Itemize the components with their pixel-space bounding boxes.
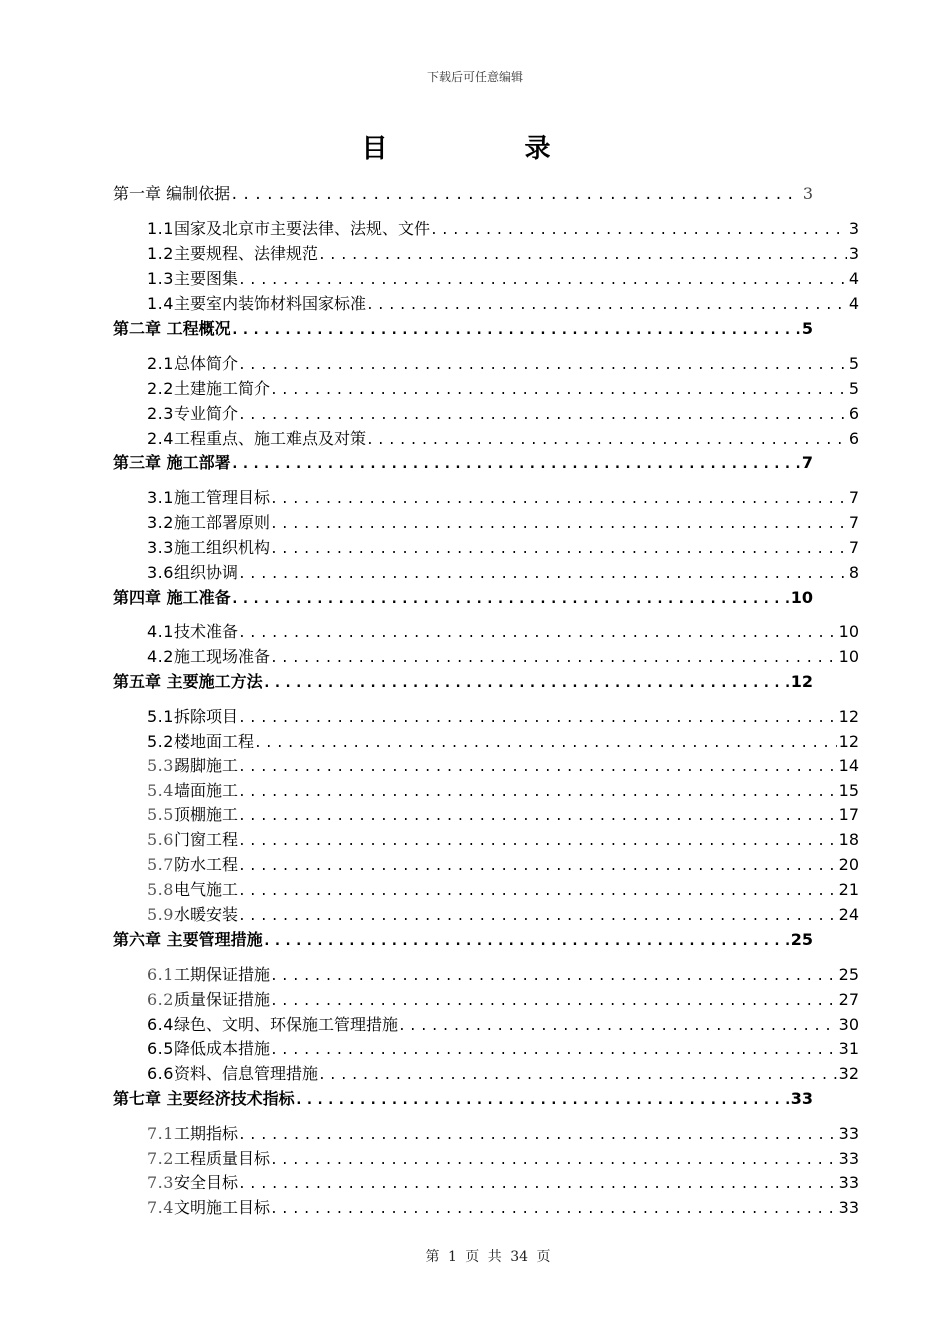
section-number: 1.1 [147, 219, 174, 238]
dot-leader [318, 245, 847, 265]
dot-leader [366, 430, 847, 450]
toc-page-number: 5 [801, 319, 813, 338]
toc-section-entry[interactable] [147, 378, 859, 400]
toc-section-entry[interactable] [147, 755, 859, 777]
toc-page-number: 7 [801, 453, 813, 472]
toc-page-number: 27 [838, 990, 859, 1009]
toc-entry-label [147, 829, 238, 851]
toc-chapter-entry[interactable] [113, 183, 813, 205]
section-title: 降低成本措施 [173, 1039, 270, 1058]
section-number: 2.4 [147, 429, 174, 448]
toc-section-entry[interactable] [147, 829, 859, 851]
section-number: 3.6 [147, 563, 174, 582]
toc-entry-label [147, 1123, 238, 1145]
section-title: 安全目标 [173, 1173, 238, 1192]
section-number: 2.1 [147, 354, 174, 373]
section-number: 6.5 [147, 1039, 174, 1058]
section-title: 施工现场准备 [173, 647, 270, 666]
section-title: 主要规程、法律规范 [173, 244, 318, 263]
section-title: 技术准备 [173, 622, 238, 641]
dot-leader [254, 733, 837, 753]
toc-entry-label [147, 512, 270, 534]
section-title: 门窗工程 [173, 830, 238, 849]
toc-page-number: 3 [848, 244, 859, 263]
toc-section-entry[interactable] [147, 512, 859, 534]
section-number: 6.4 [147, 1015, 174, 1034]
section-number: 5.7 [147, 855, 174, 874]
toc-section-entry[interactable] [147, 646, 859, 668]
section-title: 施工组织机构 [173, 538, 270, 557]
section-number: 3.2 [147, 513, 174, 532]
dot-leader [318, 1065, 837, 1085]
dot-leader [238, 806, 837, 826]
toc-entry-label [147, 562, 238, 584]
section-title: 总体简介 [173, 354, 238, 373]
toc-entry-label: 第二章 工程概况 [113, 319, 231, 338]
toc-entry-label [147, 879, 238, 901]
toc-page-number: 32 [838, 1064, 859, 1083]
toc-page-number: 10 [790, 588, 813, 607]
section-number: 1.4 [147, 294, 174, 313]
toc-page-number: 4 [848, 269, 859, 288]
toc-section-entry[interactable] [147, 1172, 859, 1194]
dot-leader [270, 648, 837, 668]
section-number: 5.4 [147, 781, 174, 800]
toc-section-entry[interactable] [147, 1063, 859, 1085]
toc-entry-label [147, 353, 238, 375]
section-title: 墙面施工 [173, 781, 238, 800]
toc-page-number: 7 [848, 513, 859, 532]
section-title: 主要室内装饰材料国家标准 [173, 294, 366, 313]
toc-entry-label [147, 378, 270, 400]
toc-entry-label: 第六章 主要管理措施 [113, 930, 263, 949]
toc-chapter-entry[interactable] [113, 318, 813, 340]
section-title: 踢脚施工 [173, 756, 238, 775]
dot-leader [238, 270, 847, 290]
dot-leader [270, 489, 847, 509]
dot-leader [230, 184, 801, 205]
toc-page-number: 18 [838, 830, 859, 849]
toc-entry-label [147, 731, 254, 753]
dot-leader [231, 453, 800, 474]
section-number: 7.4 [147, 1198, 174, 1217]
toc-page-number: 12 [790, 672, 813, 691]
section-title: 土建施工简介 [173, 379, 270, 398]
toc-entry-label [147, 243, 318, 265]
toc-page-number: 17 [838, 805, 859, 824]
section-number: 2.2 [147, 379, 174, 398]
section-number: 7.1 [147, 1124, 174, 1143]
toc-entry-label [147, 755, 238, 777]
section-number: 4.1 [147, 622, 174, 641]
toc-page-number: 5 [848, 354, 859, 373]
section-number: 5.5 [147, 805, 174, 824]
section-number: 4.2 [147, 647, 174, 666]
toc-page-number: 33 [838, 1124, 859, 1143]
header-note: 下载后可任意编辑 [426, 70, 523, 84]
toc-page-number: 4 [848, 294, 859, 313]
toc-entry-label [147, 780, 238, 802]
toc-entry-label [147, 989, 270, 1011]
dot-leader [238, 906, 837, 926]
toc-page-number: 21 [838, 880, 859, 899]
section-title: 绿色、文明、环保施工管理措施 [173, 1015, 398, 1034]
toc-page-number: 6 [848, 429, 859, 448]
dot-leader [238, 355, 847, 375]
section-title: 文明施工目标 [173, 1198, 270, 1217]
toc-page-number: 33 [790, 1089, 813, 1108]
toc-page-number: 15 [838, 781, 859, 800]
toc-section-entry[interactable] [147, 854, 859, 876]
dot-leader [270, 514, 847, 534]
toc-section-entry[interactable] [147, 403, 859, 425]
toc-entry-label [147, 293, 366, 315]
toc-section-entry[interactable] [147, 487, 859, 509]
toc-entry-label [147, 487, 270, 509]
toc-section-entry[interactable] [147, 537, 859, 559]
dot-leader [238, 405, 847, 425]
section-title: 防水工程 [173, 855, 238, 874]
toc-section-entry[interactable] [147, 964, 859, 986]
section-title: 顶棚施工 [173, 805, 238, 824]
toc-page-number: 30 [838, 1015, 859, 1034]
dot-leader [398, 1016, 837, 1036]
toc-section-entry[interactable] [147, 562, 859, 584]
dot-leader [366, 295, 847, 315]
toc-chapter-entry[interactable] [113, 1088, 813, 1110]
dot-leader [238, 881, 837, 901]
dot-leader [263, 672, 789, 693]
dot-leader [238, 623, 837, 643]
dot-leader [270, 966, 837, 986]
toc-section-entry[interactable] [147, 428, 859, 450]
section-number: 3.1 [147, 488, 174, 507]
section-title: 资料、信息管理措施 [173, 1064, 318, 1083]
section-title: 工期保证措施 [173, 965, 270, 984]
toc-entry-label: 第七章 主要经济技术指标 [113, 1089, 295, 1108]
section-title: 工程质量目标 [173, 1149, 270, 1168]
toc-entry-label [147, 621, 238, 643]
section-title: 施工部署原则 [173, 513, 270, 532]
toc-chapter-entry[interactable] [113, 929, 813, 951]
dot-leader [430, 220, 847, 240]
section-title: 工期指标 [173, 1124, 238, 1143]
section-title: 电气施工 [173, 880, 238, 899]
toc-page-number: 5 [848, 379, 859, 398]
section-title: 施工管理目标 [173, 488, 270, 507]
dot-leader [238, 757, 837, 777]
toc-chapter-entry[interactable] [113, 587, 813, 609]
toc-entry-label [147, 428, 366, 450]
toc-section-entry[interactable] [147, 1123, 859, 1145]
toc-page-number: 6 [848, 404, 859, 423]
toc-section-entry[interactable] [147, 621, 859, 643]
toc-section-entry[interactable] [147, 268, 859, 290]
toc-section-entry[interactable] [147, 989, 859, 1011]
toc-page-number: 8 [848, 563, 859, 582]
toc-entry-label: 第一章 编制依据 [113, 184, 231, 203]
toc-page-number: 7 [848, 538, 859, 557]
dot-leader [238, 831, 837, 851]
section-number: 2.3 [147, 404, 174, 423]
toc-entry-label [147, 218, 430, 240]
toc-section-entry[interactable] [147, 293, 859, 315]
section-number: 5.2 [147, 732, 174, 751]
section-number: 3.3 [147, 538, 174, 557]
toc-entry-label [147, 854, 238, 876]
toc-section-entry[interactable] [147, 706, 859, 728]
toc-entry-label [147, 537, 270, 559]
section-number: 7.3 [147, 1173, 174, 1192]
toc-section-entry[interactable] [147, 1197, 859, 1219]
page-footer: 第 1 页 共 34 页 [425, 1249, 551, 1265]
toc-section-entry[interactable] [147, 1148, 859, 1170]
toc-section-entry[interactable] [147, 879, 859, 901]
section-title: 主要图集 [173, 269, 238, 288]
dot-leader [270, 1150, 837, 1170]
section-title: 工程重点、施工难点及对策 [173, 429, 366, 448]
toc-entry-label [147, 268, 238, 290]
toc-page-number: 3 [802, 184, 813, 203]
toc-page-number: 10 [838, 647, 859, 666]
toc-page-number: 25 [838, 965, 859, 984]
dot-leader [231, 319, 800, 340]
toc-entry-label [147, 1063, 318, 1085]
toc-section-entry[interactable] [147, 218, 859, 240]
dot-leader [238, 856, 837, 876]
section-number: 6.1 [147, 965, 174, 984]
toc-entry-label [147, 1172, 238, 1194]
dot-leader [270, 1199, 837, 1219]
toc-page-number: 33 [838, 1173, 859, 1192]
dot-leader [238, 708, 837, 728]
toc-page-number: 31 [838, 1039, 859, 1058]
dot-leader [270, 1040, 837, 1060]
section-title: 组织协调 [173, 563, 238, 582]
toc-entry-label [147, 1038, 270, 1060]
section-title: 专业简介 [173, 404, 238, 423]
toc-page-number: 33 [838, 1198, 859, 1217]
toc-entry-label [147, 964, 270, 986]
section-number: 5.3 [147, 756, 174, 775]
dot-leader [295, 1089, 789, 1110]
toc-section-entry[interactable] [147, 904, 859, 926]
dot-leader [238, 782, 837, 802]
dot-leader [238, 1125, 837, 1145]
toc-chapter-entry[interactable] [113, 452, 813, 474]
toc-entry-label [147, 904, 238, 926]
section-number: 7.2 [147, 1149, 174, 1168]
toc-page-number: 3 [848, 219, 859, 238]
toc-entry-label [147, 706, 238, 728]
toc-entry-label: 第四章 施工准备 [113, 588, 231, 607]
toc-page-number: 12 [838, 707, 859, 726]
section-number: 6.2 [147, 990, 174, 1009]
section-number: 5.1 [147, 707, 174, 726]
toc-section-entry[interactable] [147, 1038, 859, 1060]
toc-page-number: 25 [790, 930, 813, 949]
toc-section-entry[interactable] [147, 780, 859, 802]
toc-section-entry[interactable] [147, 731, 859, 753]
toc-entry-label [147, 804, 238, 826]
dot-leader [238, 1174, 837, 1194]
toc-page-number: 12 [838, 732, 859, 751]
section-number: 1.3 [147, 269, 174, 288]
dot-leader [270, 539, 847, 559]
dot-leader [238, 564, 847, 584]
dot-leader [231, 588, 789, 609]
toc-entry-label [147, 403, 238, 425]
toc-page-number: 24 [838, 905, 859, 924]
section-title: 拆除项目 [173, 707, 238, 726]
toc-section-entry[interactable] [147, 1014, 859, 1036]
toc-page-number: 20 [838, 855, 859, 874]
section-number: 6.6 [147, 1064, 174, 1083]
toc-section-entry[interactable] [147, 243, 859, 265]
toc-entry-label: 第三章 施工部署 [113, 453, 231, 472]
section-title: 国家及北京市主要法律、法规、文件 [173, 219, 430, 238]
toc-entry-label [147, 1014, 398, 1036]
toc-entry-label [147, 1148, 270, 1170]
dot-leader [270, 991, 837, 1011]
page-title: 目 录 [361, 134, 615, 164]
toc-entry-label: 第五章 主要施工方法 [113, 672, 263, 691]
toc-page-number: 14 [838, 756, 859, 775]
toc-chapter-entry[interactable] [113, 671, 813, 693]
section-title: 质量保证措施 [173, 990, 270, 1009]
section-number: 5.8 [147, 880, 174, 899]
section-title: 水暖安装 [173, 905, 238, 924]
toc-page-number: 7 [848, 488, 859, 507]
section-number: 1.2 [147, 244, 174, 263]
toc-entry-label [147, 646, 270, 668]
section-title: 楼地面工程 [173, 732, 254, 751]
toc-page-number: 33 [838, 1149, 859, 1168]
section-number: 5.6 [147, 830, 174, 849]
toc-entry-label [147, 1197, 270, 1219]
toc-section-entry[interactable] [147, 353, 859, 375]
section-number: 5.9 [147, 905, 174, 924]
dot-leader [270, 380, 847, 400]
toc-section-entry[interactable] [147, 804, 859, 826]
toc-page-number: 10 [838, 622, 859, 641]
dot-leader [263, 930, 789, 951]
